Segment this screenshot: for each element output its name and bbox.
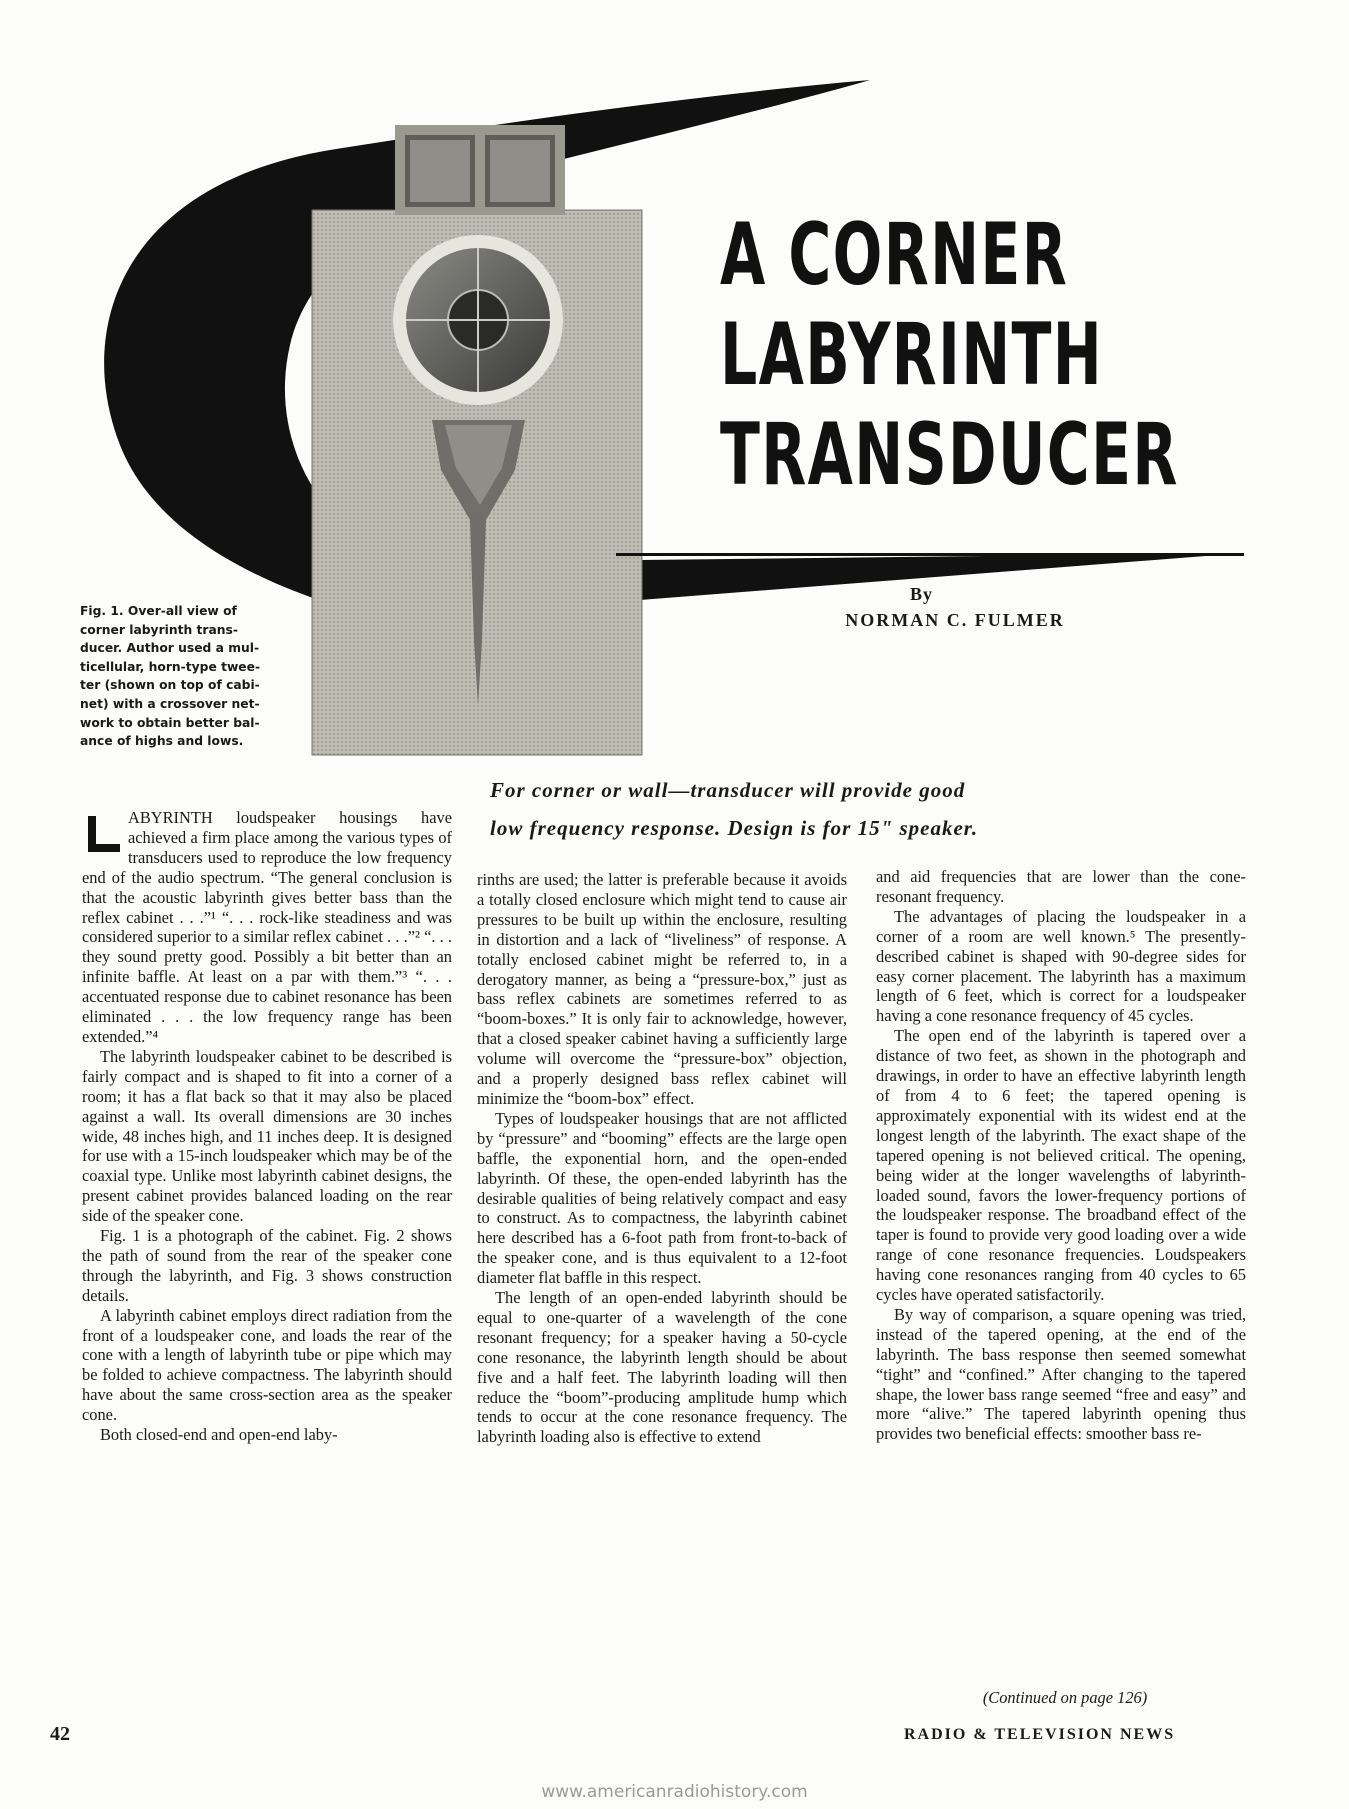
paragraph-text: ABYRINTH loudspeaker housings have achieved a firm place among the various types of transducers used to reproduce the low frequency end of the audio spectrum. “The general conclusion is that the acoustic labyrinth gives better bass than the reflex cabinet . . .”¹ “. . . rock-like steadiness and was considered superior to a similar reflex cabinet . . .”² “. . . they sound pretty good. Possibly a bit better than an infinite baffle. At least on a par with them.”³ “. . . accentuated response due to cabinet resonance has been eliminated . . . the low frequency range has been extended.”⁴ <box>82 808 452 1046</box>
subtitle-line: For corner or wall—transducer will provide good <box>490 778 966 802</box>
figure-1-photo <box>312 125 642 755</box>
title-line: A CORNER <box>720 205 1069 305</box>
paragraph: The advantages of placing the loudspeaker in a corner of a room are well known.⁵ The presently-described cabinet is shaped with 90-degree sides for easy corner placement. The labyrinth has a maximum length of 6 feet, which is correct for a loudspeaker having a cone resonance frequency of 45 cycles. <box>876 906 1246 1026</box>
caption-line: ticellular, horn-type twee- <box>80 659 261 674</box>
subtitle-line: low frequency response. Design is for 15" speaker. <box>490 816 979 840</box>
article-title <box>720 205 1179 505</box>
title-line: TRANSDUCER <box>720 405 1179 505</box>
paragraph: The open end of the labyrinth is tapered over a distance of two feet, as shown in the photograph and drawings, in order to have an effective labyrinth length of from 4 to 6 feet; the tapered opening is approximately exponential with its widest end at the longest length of the labyrinth. The exact shape of the tapered opening is not believed critical. The opening, being wider at the longer wavelengths of labyrinth-loaded sound, favors the lower-frequency portions of the loudspeaker response. The broadband effect of the taper is found to provide very good loading over a wide range of cone resonance frequencies. Loudspeakers having cone resonances ranging from 40 cycles to 65 cycles have operated satisfactorily. <box>876 1026 1246 1305</box>
caption-line: net) with a crossover net- <box>80 696 260 711</box>
drop-cap-l-icon <box>82 810 124 858</box>
paragraph: The labyrinth loudspeaker cabinet to be described is fairly compact and is shaped to fit into a corner of a room; it has a flat back so that it may also be placed against a wall. Its overall dimensions are 30 inches wide, 48 inches high, and 11 inches deep. It is designed for use with a 15-inch loudspeaker which may be of the coaxial type. Unlike most labyrinth cabinet designs, the present cabinet provides balanced loading on the rear side of the speaker cone. <box>82 1046 452 1226</box>
magazine-name: RADIO & TELEVISION NEWS <box>904 1726 1176 1743</box>
text-column-3 <box>876 867 1246 1444</box>
article-subtitle <box>490 771 1210 847</box>
caption-line: ance of highs and lows. <box>80 734 244 749</box>
caption-line: corner labyrinth trans- <box>80 622 238 637</box>
byline-by: By <box>910 584 934 604</box>
title-line: LABYRINTH <box>720 305 1104 405</box>
paragraph: Both closed-end and open-end laby- <box>100 1425 338 1445</box>
paragraph: A labyrinth cabinet employs direct radiation from the front of a loudspeaker cone, and loads the rear of the cone with a length of labyrinth tube or pipe which may be folded to achieve compactness. The labyrinth should have about the same cross-section area as the speaker cone. <box>82 1305 452 1425</box>
paragraph <box>82 808 452 1047</box>
caption-line: Fig. 1. Over-all view of <box>80 604 237 618</box>
paragraph: rinths are used; the latter is preferable because it avoids a totally closed enclosure which might tend to cause air pressures to be built up within the enclosure, resulting in distortion and a lack of “liveliness” of response. A totally enclosed cabinet might be referred to, in a derogatory manner, as being a “pressure-box,” just as bass reflex cabinets are sometimes referred to as “boom-boxes.” It is only fair to acknowledge, however, that a closed speaker cabinet having a sufficiently large volume will overcome the “pressure-box” objection, and a properly designed bass reflex cabinet will minimize the “boom-box” effect. <box>477 870 847 1108</box>
text-column-2 <box>477 870 847 1447</box>
paragraph: By way of comparison, a square opening was tried, instead of the tapered opening, at the end of the labyrinth. The bass response then seemed somewhat “tight” and “confined.” After changing to the tapered shape, the lower bass range seemed “free and easy” and more “alive.” The tapered labyrinth opening thus provides two beneficial effects: smoother bass re- <box>876 1304 1246 1444</box>
swoosh-tail <box>640 553 1244 600</box>
paragraph: Types of loudspeaker housings that are not afflicted by “pressure” and “booming” effects are the large open baffle, the exponential horn, and the open-ended labyrinth. Of these, the open-ended labyrinth has the desirable qualities of being relatively compact and easy to construct. As to compactness, the labyrinth cabinet here described has a 6-foot path from front-to-back of the speaker cone, and is thus equivalent to a 12-foot diameter flat baffle in this respect. <box>477 1108 847 1288</box>
continued-note: (Continued on page 126) <box>982 1688 1148 1707</box>
title-rule <box>616 553 1244 556</box>
caption-line: work to obtain better bal- <box>80 715 260 730</box>
paragraph: and aid frequencies that are lower than the cone-resonant frequency. <box>876 867 1246 906</box>
author-name: NORMAN C. FULMER <box>845 610 1065 630</box>
paragraph: Fig. 1 is a photograph of the cabinet. Fig. 2 shows the path of sound from the rear of the speaker cone through the labyrinth, and Fig. 3 shows construction details. <box>82 1226 452 1305</box>
figure-caption <box>80 602 298 751</box>
page-number: 42 <box>50 1723 70 1745</box>
text-column-1 <box>82 808 452 1445</box>
caption-line: ter (shown on top of cabi- <box>80 678 260 693</box>
source-url[interactable]: www.americanradiohistory.com <box>541 1782 808 1802</box>
paragraph: The length of an open-ended labyrinth should be equal to one-quarter of a wavelength of the cone resonant frequency; for a speaker having a 50-cycle cone resonance, the labyrinth length should be about five and a half feet. The labyrinth loading will then reduce the “boom”-producing amplitude hump which tends to occur at the cone resonance frequency. The labyrinth loading also is effective to extend <box>477 1288 847 1447</box>
caption-line: ducer. Author used a mul- <box>80 641 260 656</box>
